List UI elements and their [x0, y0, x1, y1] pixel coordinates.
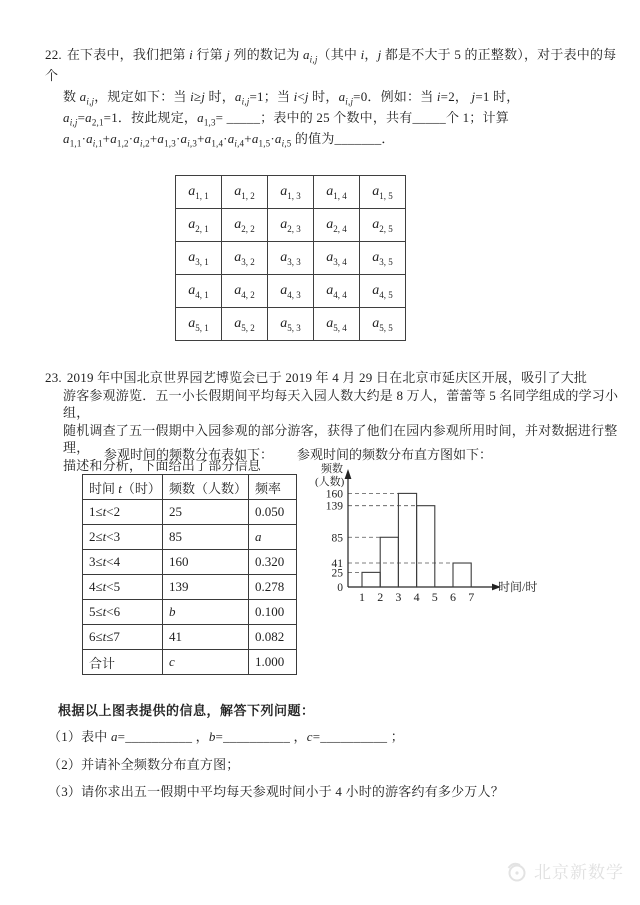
freq-table-cell: 合计	[83, 650, 163, 675]
grid-cell: $a_{3, 5}$	[360, 242, 406, 275]
freq-table-cell: c	[163, 650, 249, 675]
freq-table-header: 频数（人数）	[163, 475, 249, 500]
grid-cell: $a_{4, 2}$	[222, 275, 268, 308]
y-tick-label: 139	[325, 500, 343, 513]
freq-table-cell: 2≤t<3	[83, 525, 163, 550]
freq-table-cell: 41	[163, 625, 249, 650]
x-tick-label: 2	[377, 590, 384, 604]
grid-table-row	[176, 308, 406, 341]
x-tick-label: 3	[395, 590, 402, 604]
y-tick-label: 85	[331, 532, 343, 545]
freq-table-cell: 5≤t<6	[83, 600, 163, 625]
grid-table-row	[176, 176, 406, 209]
freq-table-row	[83, 575, 297, 600]
y-tick-label: 41	[331, 558, 343, 571]
freq-table-head	[83, 475, 297, 500]
question-22-formula: $a_{1,1}\cdot a_{i,1}+a_{1,2}\cdot a_{i,2}+a_{1,3}\cdot a_{i,3}+a_{1,4}\cdot a_{i,4}+a_{1,5}\cdot a_{i,5}$ 的值为_______．	[63, 131, 395, 149]
grid-cell: $a_{1, 4}$	[314, 176, 360, 209]
watermark	[505, 858, 624, 883]
grid-cell: $a_{3, 4}$	[314, 242, 360, 275]
freq-table-row	[83, 650, 297, 675]
grid-cell: $a_{5, 2}$	[222, 308, 268, 341]
histogram-bar	[398, 493, 416, 587]
grid-cell: $a_{1, 2}$	[222, 176, 268, 209]
freq-table	[82, 474, 297, 675]
answer-section-header: 根据以上图表提供的信息，解答下列问题：	[58, 703, 315, 718]
grid-cell: $a_{1, 1}$	[176, 176, 222, 209]
freq-table-caption: 参观时间的频数分布表如下：	[104, 447, 274, 462]
freq-table-cell: 3≤t<4	[83, 550, 163, 575]
grid-table-body	[176, 176, 406, 341]
y-axis-arrow-icon	[345, 469, 352, 479]
freq-table-body	[83, 500, 297, 675]
question-23-part-3: （3）请你求出五一假期中平均每天参观时间小于 4 小时的游客约有多少万人？	[48, 784, 504, 799]
grid-cell: $a_{4, 4}$	[314, 275, 360, 308]
freq-table-header: 时间 t（时）	[83, 475, 163, 500]
freq-table-cell: 1.000	[249, 650, 297, 675]
y-axis-label: 频数	[321, 463, 343, 475]
histogram-caption: 参观时间的频数分布直方图如下：	[297, 447, 493, 462]
grid-cell: $a_{5, 5}$	[360, 308, 406, 341]
freq-table-cell: 160	[163, 550, 249, 575]
freq-table-cell: 4≤t<5	[83, 575, 163, 600]
grid-table-row	[176, 242, 406, 275]
freq-table-cell: 0.100	[249, 600, 297, 625]
freq-table-row	[83, 500, 297, 525]
watermark-logo-icon	[505, 859, 529, 883]
grid-cell: $a_{4, 1}$	[176, 275, 222, 308]
grid-cell: $a_{3, 1}$	[176, 242, 222, 275]
freq-table-cell: 85	[163, 525, 249, 550]
grid-cell: $a_{5, 3}$	[268, 308, 314, 341]
freq-table-cell: 0.320	[249, 550, 297, 575]
histogram-bar	[380, 537, 398, 587]
question-22-line-3: $a_{i,j}=a_{2,1}=1$．按此规定，$a_{1,3}=$ _____；表中的 25 个数中，共有_____个 1；计算	[63, 110, 509, 128]
y-tick-label: 160	[325, 488, 343, 501]
x-axis-label: 时间/时	[498, 580, 538, 594]
grid-cell: $a_{4, 5}$	[360, 275, 406, 308]
freq-table-cell: a	[249, 525, 297, 550]
grid-cell: $a_{3, 2}$	[222, 242, 268, 275]
grid-cell: $a_{5, 1}$	[176, 308, 222, 341]
y-tick-label: 0	[337, 582, 343, 594]
freq-table-cell: 139	[163, 575, 249, 600]
histogram-bar	[417, 506, 435, 587]
question-23-line-2: 游客参观游览．五一小长假期间平均每天入园人数大约是 8 万人，蕾蕾等 5 名同学组成的学习小组，	[63, 387, 619, 420]
grid-cell: $a_{4, 3}$	[268, 275, 314, 308]
freq-table-cell: 0.050	[249, 500, 297, 525]
grid-cell: $a_{2, 2}$	[222, 209, 268, 242]
y-tick-label: 25	[331, 567, 343, 580]
y-axis-label: (人数)	[315, 476, 345, 488]
histogram-bar	[362, 572, 380, 587]
x-tick-label: 7	[468, 590, 475, 604]
grid-cell: $a_{3, 3}$	[268, 242, 314, 275]
question-22-line-2: 数 $a_{i,j}$，规定如下：当 i≥j 时，$a_{i,j}=1$；当 i<j 时，$a_{i,j}=0$．例如：当 i=2， j=1 时，	[63, 89, 520, 107]
x-tick-label: 6	[450, 590, 456, 604]
freq-table-cell: 0.278	[249, 575, 297, 600]
freq-table-cell: 6≤t≤7	[83, 625, 163, 650]
watermark-text: 北京新数学	[534, 863, 624, 882]
freq-table-header: 频率	[249, 475, 297, 500]
x-tick-label: 1	[359, 590, 365, 604]
frequency-histogram	[310, 456, 562, 606]
question-22-line-1: 在下表中，我们把第 i 行第 j 列的数记为 $a_{i,j}$（其中 i，j 都是不大于 5 的正整数），对于表中的每个	[45, 47, 617, 83]
freq-table-row	[83, 525, 297, 550]
freq-table-row	[83, 600, 297, 625]
question-23-line-4: 描述和分析，下面给出了部分信息	[63, 457, 262, 473]
grid-cell: $a_{1, 5}$	[360, 176, 406, 209]
question-22-number: 22.	[45, 47, 62, 62]
freq-table-cell: 1≤t<2	[83, 500, 163, 525]
freq-table-cell: b	[163, 600, 249, 625]
question-23-line-1: 2019 年中国北京世界园艺博览会已于 2019 年 4 月 29 日在北京市延庆区开展，吸引了大批	[66, 370, 588, 385]
question-23-part-2: （2）并请补全频数分布直方图；	[48, 757, 240, 772]
question-23-part-1: （1）表中 a=__________ ，b=__________ ，c=__________ ；	[48, 729, 404, 744]
grid-cell: $a_{2, 1}$	[176, 209, 222, 242]
question-22	[45, 44, 625, 149]
grid-table-row	[176, 275, 406, 308]
x-tick-label: 4	[413, 590, 420, 604]
freq-table-header-row	[83, 475, 297, 500]
freq-table-row	[83, 625, 297, 650]
x-tick-label: 5	[431, 590, 438, 604]
grid-table	[175, 175, 406, 341]
grid-cell: $a_{2, 3}$	[268, 209, 314, 242]
histogram-bar	[453, 563, 471, 587]
question-23-number: 23.	[45, 370, 62, 385]
question-23-line-3: 随机调查了五一假期中入园参观的部分游客，获得了他们在园内参观所用时间，并对数据进行整理，	[63, 422, 618, 455]
freq-table-cell: 0.082	[249, 625, 297, 650]
freq-table-row	[83, 550, 297, 575]
grid-cell: $a_{2, 4}$	[314, 209, 360, 242]
grid-table-row	[176, 209, 406, 242]
grid-cell: $a_{5, 4}$	[314, 308, 360, 341]
grid-cell: $a_{1, 3}$	[268, 176, 314, 209]
grid-cell: $a_{2, 5}$	[360, 209, 406, 242]
freq-table-cell: 25	[163, 500, 249, 525]
